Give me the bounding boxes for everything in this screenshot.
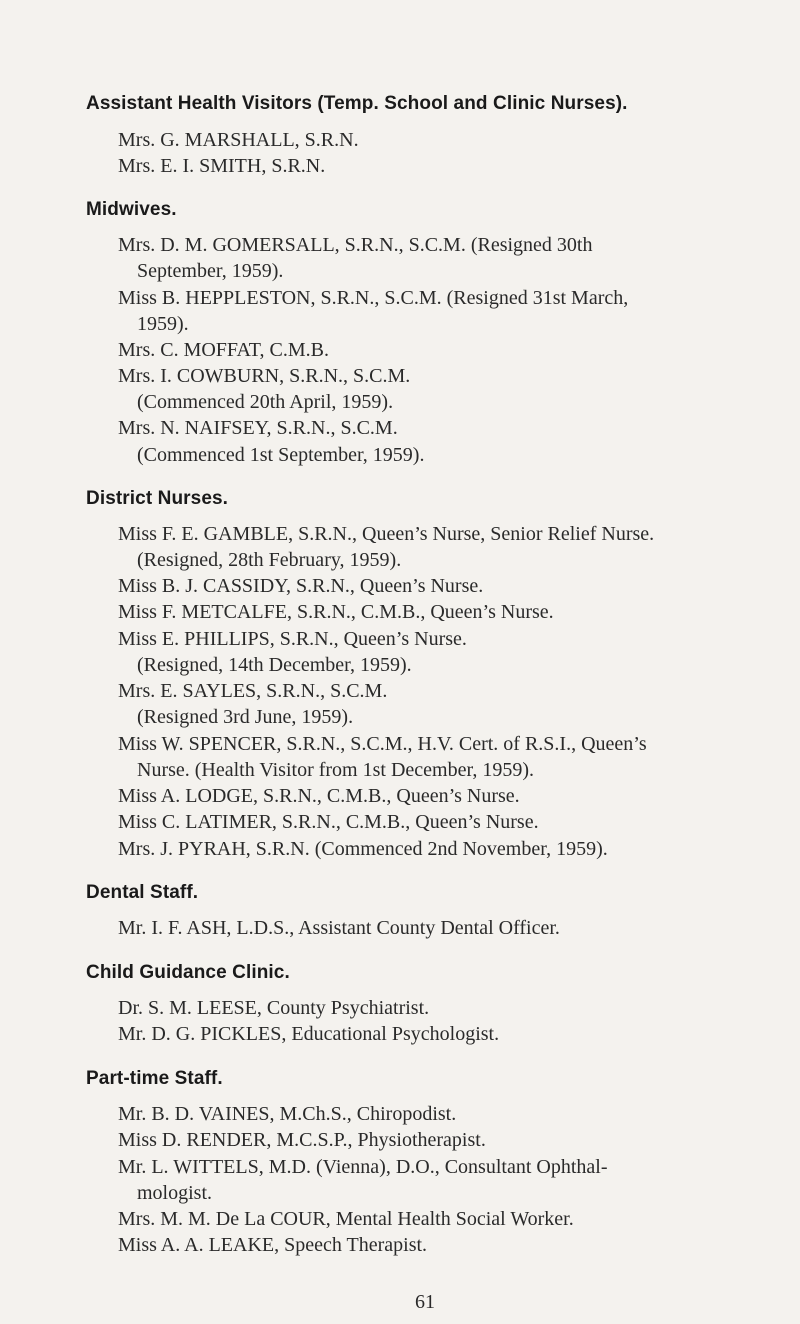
staff-entry: Mrs. I. COWBURN, S.R.N., S.C.M. (118, 365, 411, 387)
staff-entry: Mrs. M. M. De La COUR, Mental Health Social Worker. (118, 1208, 574, 1230)
staff-entry: Mrs. N. NAIFSEY, S.R.N., S.C.M. (118, 417, 398, 439)
staff-entry-continuation: 1959). (137, 313, 189, 335)
staff-entry: Miss A. LODGE, S.R.N., C.M.B., Queen’s Nurse. (118, 785, 520, 807)
staff-entry: Miss W. SPENCER, S.R.N., S.C.M., H.V. Cert. of R.S.I., Queen’s (118, 733, 647, 755)
staff-entry: Miss B. J. CASSIDY, S.R.N., Queen’s Nurse. (118, 575, 484, 597)
section-heading-child-guidance-clinic: Child Guidance Clinic. (86, 962, 290, 983)
staff-entry: Mrs. E. SAYLES, S.R.N., S.C.M. (118, 680, 388, 702)
staff-entry: Miss C. LATIMER, S.R.N., C.M.B., Queen’s Nurse. (118, 811, 539, 833)
section-heading-assistant-health-visitors: Assistant Health Visitors (Temp. School and Clinic Nurses). (86, 93, 628, 114)
staff-entry: Mr. B. D. VAINES, M.Ch.S., Chiropodist. (118, 1103, 457, 1125)
section-heading-part-time-staff: Part-time Staff. (86, 1068, 223, 1089)
staff-entry-continuation: mologist. (137, 1182, 213, 1204)
staff-entry: Miss A. A. LEAKE, Speech Therapist. (118, 1234, 428, 1256)
staff-entry: Mrs. E. I. SMITH, S.R.N. (118, 155, 326, 177)
staff-entry: Miss D. RENDER, M.C.S.P., Physiotherapist. (118, 1129, 486, 1151)
staff-entry-continuation: (Resigned, 28th February, 1959). (137, 549, 402, 571)
staff-entry: Mrs. J. PYRAH, S.R.N. (Commenced 2nd November, 1959). (118, 838, 608, 860)
staff-entry-continuation: (Resigned 3rd June, 1959). (137, 706, 354, 728)
staff-entry: Miss F. METCALFE, S.R.N., C.M.B., Queen’s Nurse. (118, 601, 554, 623)
staff-entry: Mrs. D. M. GOMERSALL, S.R.N., S.C.M. (Resigned 30th (118, 234, 593, 256)
section-heading-midwives: Midwives. (86, 199, 177, 220)
staff-entry-continuation: (Resigned, 14th December, 1959). (137, 654, 412, 676)
staff-entry: Mr. L. WITTELS, M.D. (Vienna), D.O., Consultant Ophthal- (118, 1156, 608, 1178)
staff-entry-continuation: (Commenced 20th April, 1959). (137, 391, 394, 413)
staff-entry: Miss F. E. GAMBLE, S.R.N., Queen’s Nurse, Senior Relief Nurse. (118, 523, 655, 545)
staff-entry-continuation: (Commenced 1st September, 1959). (137, 444, 425, 466)
staff-entry: Mrs. G. MARSHALL, S.R.N. (118, 129, 359, 151)
staff-entry: Dr. S. M. LEESE, County Psychiatrist. (118, 997, 430, 1019)
staff-entry: Mr. I. F. ASH, L.D.S., Assistant County Dental Officer. (118, 917, 560, 939)
section-heading-dental-staff: Dental Staff. (86, 882, 199, 903)
page-number: 61 (415, 1291, 435, 1313)
staff-entry: Mrs. C. MOFFAT, C.M.B. (118, 339, 329, 361)
staff-entry-continuation: September, 1959). (137, 260, 284, 282)
section-heading-district-nurses: District Nurses. (86, 488, 229, 509)
staff-entry: Miss E. PHILLIPS, S.R.N., Queen’s Nurse. (118, 628, 467, 650)
staff-entry: Miss B. HEPPLESTON, S.R.N., S.C.M. (Resigned 31st March, (118, 287, 629, 309)
staff-entry-continuation: Nurse. (Health Visitor from 1st December, 1959). (137, 759, 534, 781)
staff-entry: Mr. D. G. PICKLES, Educational Psychologist. (118, 1023, 500, 1045)
